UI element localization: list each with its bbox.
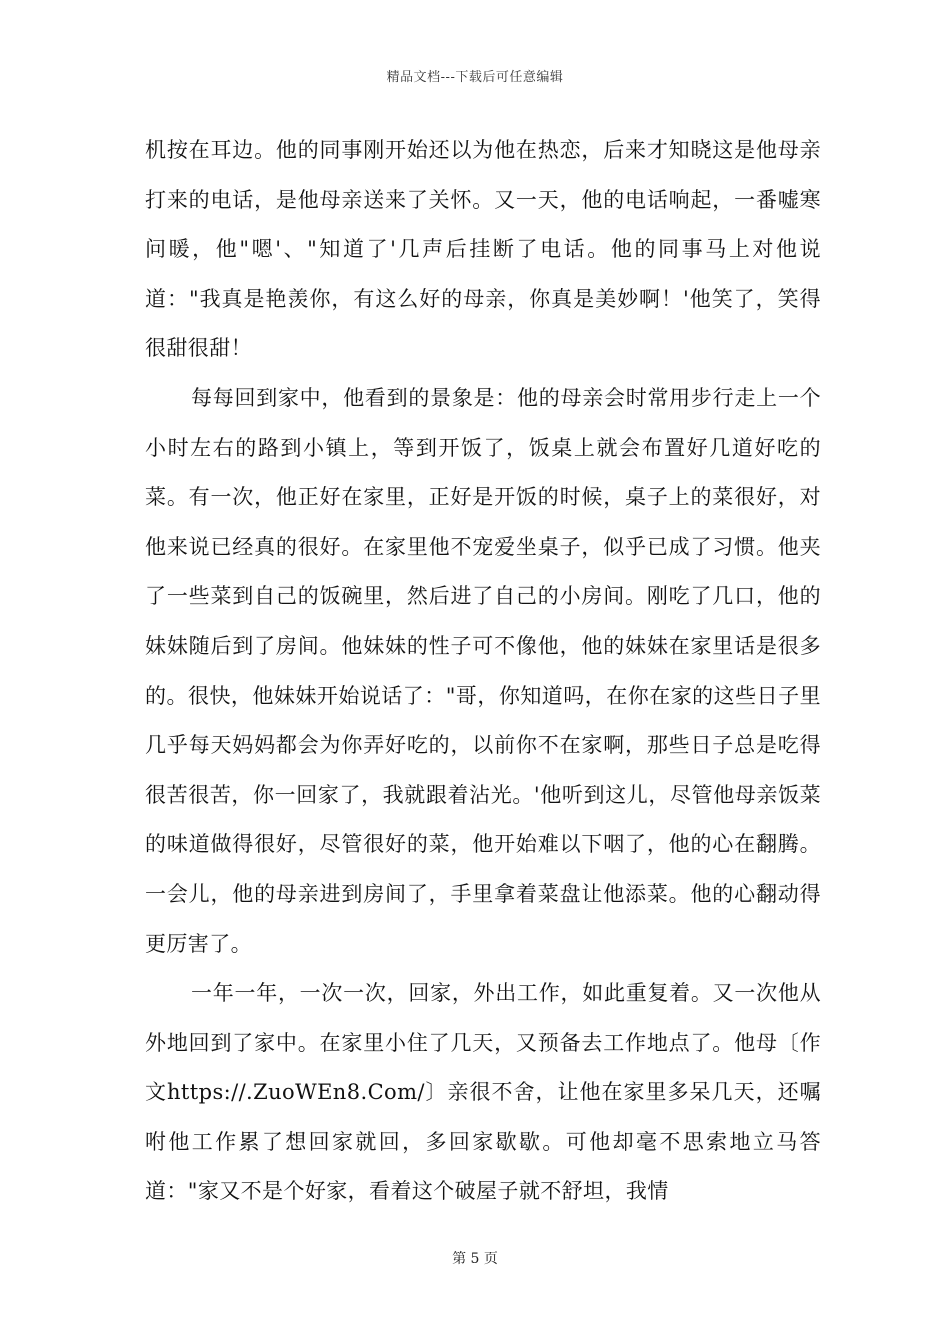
- paragraph-1: 机按在耳边。他的同事刚开始还以为他在热恋，后来才知晓这是他母亲打来的电话，是他母亲送来了关怀。又一天，他的电话响起，一番嘘寒问暖，他"嗯'、"知道了'几声后挂断了电话。他的同事马上对他说道："我真是艳羡你，有这么好的母亲，你真是美妙啊！'他笑了，笑得很甜很甜！: [145, 138, 821, 361]
- paragraph-3: 一年一年，一次一次，回家，外出工作，如此重复着。又一次他从外地回到了家中。在家里小住了几天，又预备去工作地点了。他母〔作文https://.ZuoWEn8.Com/〕亲很不舍，让他在家里多呆几天，还嘱咐他工作累了想回家就回，多回家歇歇。可他却毫不思索地立马答道："家又不是个好家，看着这个破屋子就不舒坦，我情: [145, 981, 821, 1204]
- paragraph-2: 每每回到家中，他看到的景象是：他的母亲会时常用步行走上一个小时左右的路到小镇上，等到开饭了，饭桌上就会布置好几道好吃的菜。有一次，他正好在家里，正好是开饭的时候，桌子上的菜很好，对他来说已经真的很好。在家里他不宠爱坐桌子，似乎已成了习惯。他夹了一些菜到自己的饭碗里，然后进了自己的小房间。刚吃了几口，他的妹妹随后到了房间。他妹妹的性子可不像他，他的妹妹在家里话是很多的。很快，他妹妹开始说话了："哥，你知道吗，在你在家的这些日子里几乎每天妈妈都会为你弄好吃的，以前你不在家啊，那些日子总是吃得很苦很苦，你一回家了，我就跟着沾光。'他听到这儿，尽管他母亲饭菜的味道做得很好，尽管很好的菜，他开始难以下咽了，他的心在翻腾。一会儿，他的母亲进到房间了，手里拿着菜盘让他添菜。他的心翻动得更厉害了。: [145, 385, 821, 956]
- document-body: [145, 126, 821, 1217]
- page-number: 第 5 页: [452, 1251, 498, 1267]
- page-header: 精品文档---下载后可任意编辑: [386, 70, 564, 85]
